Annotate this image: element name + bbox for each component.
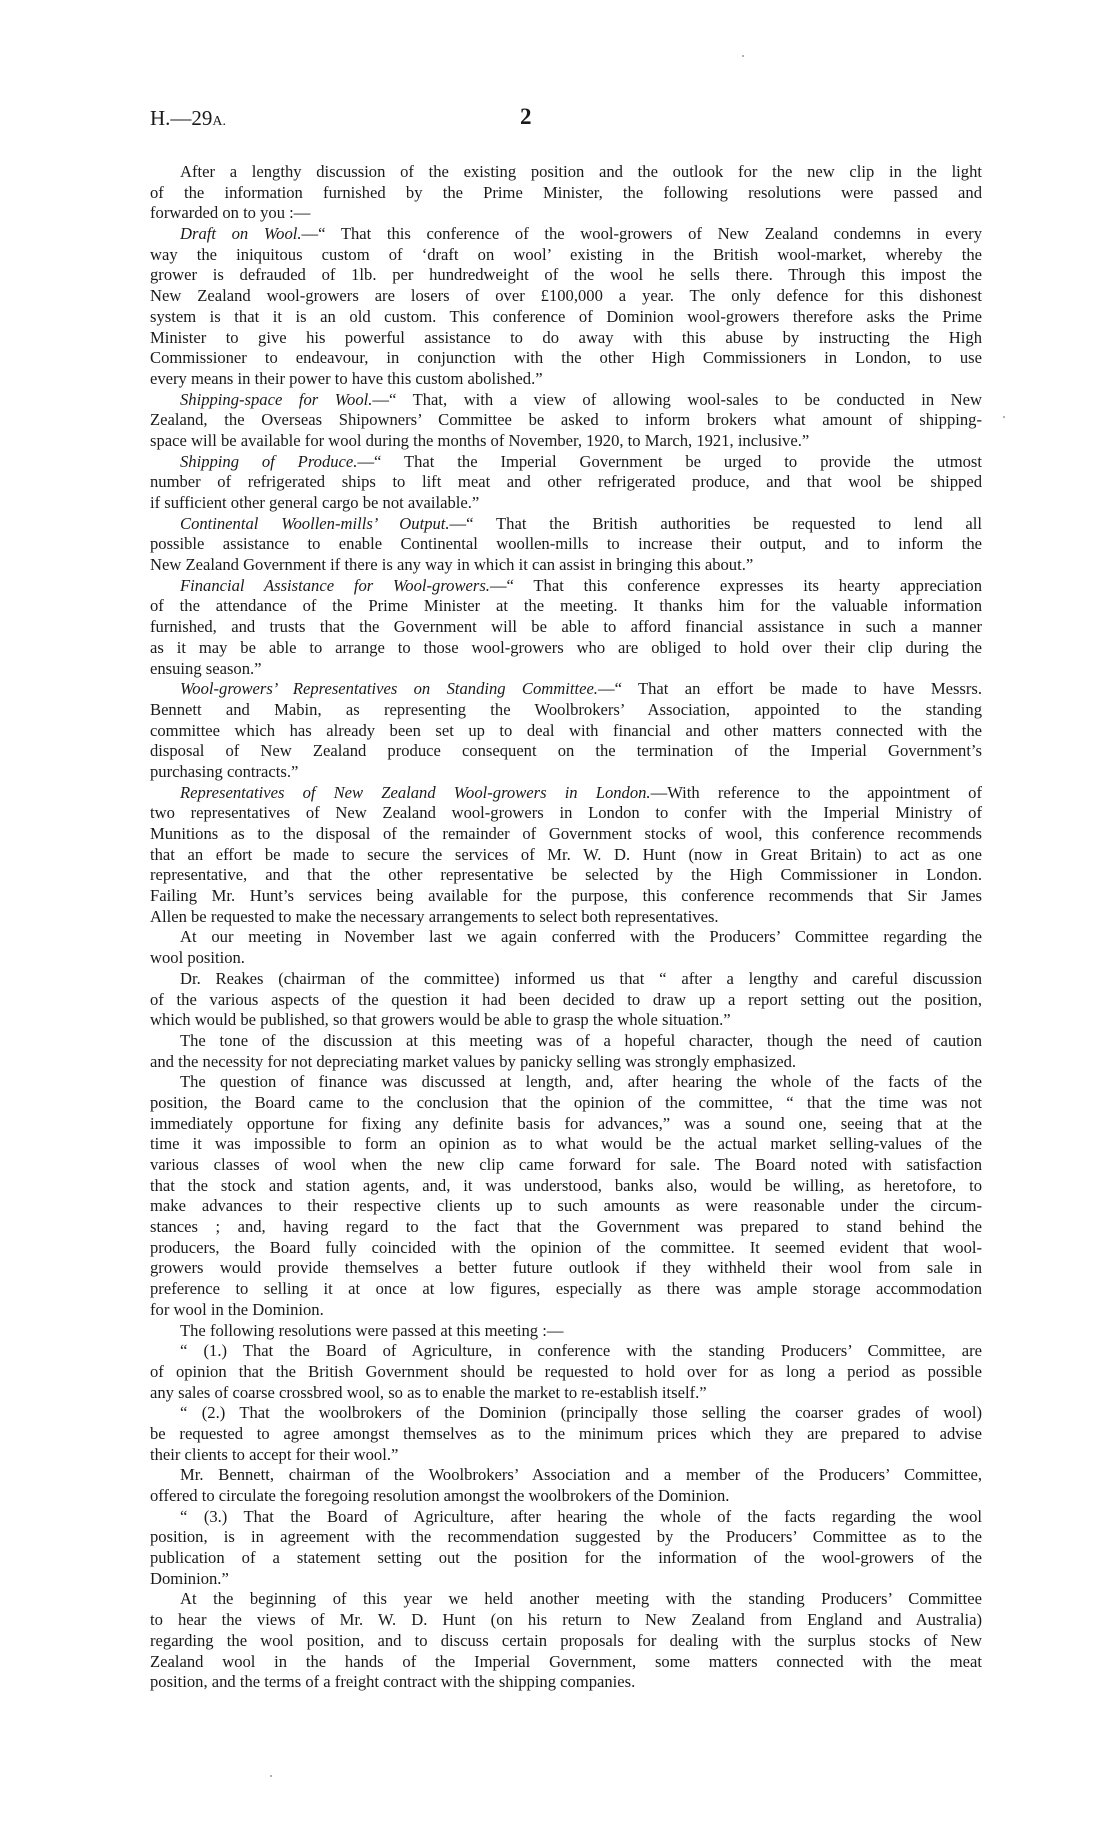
- text-line: [150, 927, 982, 948]
- line-text: —“ That the British authorities be requested to lend all: [449, 513, 982, 533]
- line-text: At our meeting in November last we again conferred with the Producers’ Committee regarding the: [180, 927, 982, 947]
- text-line: [150, 1010, 982, 1031]
- text-line: [150, 431, 982, 452]
- line-text: various classes of wool when the new clip came forward for sale. The Board noted with satisfaction: [150, 1155, 982, 1174]
- line-text: Munitions as to the disposal of the remainder of Government stocks of wool, this conference recommends: [150, 824, 982, 843]
- line-text: producers, the Board fully coincided with the opinion of the committee. It seemed evident that wool-: [150, 1237, 982, 1257]
- text-line: [150, 1321, 982, 1342]
- line-text: any sales of coarse crossbred wool, so as to enable the market to re-establish itself.”: [150, 1382, 707, 1402]
- text-line: [150, 1589, 982, 1610]
- line-text: time it was impossible to form an opinion as to what would be the actual market selling-values of the: [150, 1134, 982, 1154]
- line-text: Failing Mr. Hunt’s services being available for the purpose, this conference recommends that Sir James: [150, 886, 982, 906]
- text-line: [150, 1031, 982, 1052]
- text-line: [150, 183, 982, 204]
- text-line: [150, 1631, 982, 1652]
- paragraph: [150, 1507, 982, 1590]
- paragraph: [150, 390, 982, 452]
- text-line: [150, 762, 982, 783]
- line-text: ensuing season.”: [150, 658, 262, 678]
- line-text: The following resolutions were passed at this meeting :—: [180, 1320, 564, 1340]
- text-line: [150, 1052, 982, 1073]
- document-reference: [150, 106, 226, 131]
- text-line: [150, 1424, 982, 1445]
- line-text: growers would provide themselves a better future outlook if they withheld their wool from sale in: [150, 1258, 982, 1278]
- paragraph: [150, 1031, 982, 1072]
- text-line: [150, 410, 982, 431]
- line-text: —“ That this conference expresses its hearty appreciation: [489, 575, 982, 595]
- text-line: [150, 741, 982, 762]
- text-line: [150, 803, 982, 824]
- paragraph: [150, 969, 982, 1031]
- text-line: [150, 1403, 982, 1424]
- resolution-heading: Shipping of Produce.: [180, 451, 358, 471]
- resolution-heading: Shipping-space for Wool.: [180, 389, 373, 409]
- line-text: stances ; and, having regard to the fact that the Government was prepared to stand behind the: [150, 1217, 982, 1237]
- line-text: “ (2.) That the woolbrokers of the Dominion (principally those selling the coarser grades of wool): [180, 1403, 982, 1423]
- text-line: [150, 514, 982, 535]
- text-line: [150, 659, 982, 680]
- line-text: if sufficient other general cargo be not available.”: [150, 493, 480, 512]
- line-text: New Zealand wool-growers are losers of over £100,000 a year. The only defence for this dishonest: [150, 286, 982, 306]
- document-reference-code: H.—29: [150, 106, 213, 130]
- line-text: way the iniquitous custom of ‘draft on wool’ existing in the British wool-market, whereby the: [150, 244, 982, 264]
- text-line: [150, 328, 982, 349]
- paragraph: [150, 1072, 982, 1320]
- line-text: Minister to give his powerful assistance to do away with this abuse by instructing the High: [150, 327, 982, 347]
- line-text: —“ That, with a view of allowing wool-sales to be conducted in New: [372, 389, 983, 409]
- line-text: Mr. Bennett, chairman of the Woolbrokers’ Association and a member of the Producers’ Committee,: [180, 1465, 982, 1485]
- text-line: [150, 390, 982, 411]
- text-line: [150, 1445, 982, 1466]
- text-line: [150, 1383, 982, 1404]
- text-line: [150, 203, 982, 224]
- line-text: Zealand wool in the hands of the Imperial Government, some matters connected with the meat: [150, 1651, 982, 1671]
- text-line: [150, 369, 982, 390]
- text-line: [150, 1300, 982, 1321]
- line-text: purchasing contracts.”: [150, 761, 299, 781]
- line-text: position, and the terms of a freight contract with the shipping companies.: [150, 1672, 636, 1692]
- text-line: [150, 679, 982, 700]
- text-line: [150, 348, 982, 369]
- resolution-heading: Wool-growers’ Representatives on Standing Committee.: [180, 679, 598, 699]
- text-line: [150, 865, 982, 886]
- line-text: every means in their power to have this custom abolished.”: [150, 368, 543, 388]
- text-line: [150, 1134, 982, 1155]
- text-line: [150, 1072, 982, 1093]
- line-text: —“ That the Imperial Government be urged to provide the utmost: [357, 451, 982, 471]
- line-text: be requested to agree amongst themselves as to the minimum prices which they are prepared to advise: [150, 1423, 982, 1443]
- text-line: [150, 907, 982, 928]
- paragraph: [150, 927, 982, 968]
- line-text: Bennett and Mabin, as representing the Woolbrokers’ Association, appointed to the standing: [150, 699, 982, 719]
- line-text: immediately opportune for fixing any definite basis for advances,” was a sound one, seeing that at the: [150, 1113, 982, 1133]
- paragraph: [150, 1341, 982, 1403]
- text-line: [150, 1672, 982, 1693]
- scan-speck: [1003, 416, 1005, 418]
- line-text: Dr. Reakes (chairman of the committee) informed us that “ after a lengthy and careful discussion: [180, 968, 982, 988]
- paragraph: [150, 679, 982, 782]
- line-text: of opinion that the British Government should be requested to hold over for as long a period as possible: [150, 1361, 982, 1381]
- text-line: [150, 1238, 982, 1259]
- line-text: to hear the views of Mr. W. D. Hunt (on his return to New Zealand from England and Australia): [150, 1610, 982, 1630]
- line-text: After a lengthy discussion of the existing position and the outlook for the new clip in the light: [180, 162, 982, 181]
- text-line: [150, 224, 982, 245]
- line-text: space will be available for wool during the months of November, 1920, to March, 1921, inclusive.”: [150, 430, 810, 450]
- text-line: [150, 286, 982, 307]
- paragraph: [150, 224, 982, 390]
- resolution-heading: Draft on Wool.: [180, 224, 302, 244]
- text-line: [150, 162, 982, 183]
- text-line: [150, 1258, 982, 1279]
- text-line: [150, 990, 982, 1011]
- text-line: [150, 969, 982, 990]
- line-text: of the attendance of the Prime Minister at the meeting. It thanks him for the valuable information: [150, 596, 982, 616]
- line-text: New Zealand Government if there is any way in which it can assist in bringing this about.”: [150, 555, 754, 575]
- text-line: [150, 1362, 982, 1383]
- text-line: [150, 638, 982, 659]
- line-text: forwarded on to you :—: [150, 203, 311, 223]
- text-line: [150, 886, 982, 907]
- line-text: two representatives of New Zealand wool-growers in London to confer with the Imperial Ministry of: [150, 803, 982, 823]
- line-text: Dominion.”: [150, 1568, 229, 1588]
- line-text: that an effort be made to secure the services of Mr. W. D. Hunt (now in Great Britain) to act as one: [150, 844, 982, 864]
- text-line: [150, 1114, 982, 1135]
- line-text: “ (1.) That the Board of Agriculture, in conference with the standing Producers’ Committee, are: [180, 1341, 982, 1361]
- line-text: offered to circulate the foregoing resolution amongst the woolbrokers of the Dominion.: [150, 1486, 730, 1505]
- text-line: [150, 555, 982, 576]
- paragraph: [150, 452, 982, 514]
- resolution-heading: Representatives of New Zealand Wool-growers in London.: [180, 782, 651, 802]
- line-text: of the various aspects of the question it had been decided to draw up a report setting out the position,: [150, 989, 982, 1009]
- text-line: [150, 721, 982, 742]
- document-reference-suffix: A.: [212, 114, 227, 129]
- text-line: [150, 845, 982, 866]
- line-text: —“ That an effort be made to have Messrs.: [597, 679, 983, 699]
- paragraph: [150, 514, 982, 576]
- line-text: preference to selling it at once at low figures, especially as there was ample storage accommodation: [150, 1279, 982, 1299]
- text-line: [150, 948, 982, 969]
- text-line: [150, 576, 982, 597]
- text-line: [150, 1548, 982, 1569]
- line-text: number of refrigerated ships to lift meat and other refrigerated produce, and that wool be shipped: [150, 472, 982, 492]
- line-text: Zealand, the Overseas Shipowners’ Committee be asked to inform brokers what amount of shipping-: [150, 410, 982, 430]
- text-line: [150, 824, 982, 845]
- line-text: The tone of the discussion at this meeting was of a hopeful character, though the need of caution: [180, 1030, 982, 1050]
- scan-speck: [270, 1775, 272, 1777]
- line-text: disposal of New Zealand produce consequent on the termination of the Imperial Government’s: [150, 741, 982, 761]
- paragraph: [150, 1403, 982, 1465]
- text-line: [150, 1569, 982, 1590]
- text-line: [150, 265, 982, 286]
- text-line: [150, 534, 982, 555]
- line-text: for wool in the Dominion.: [150, 1299, 324, 1319]
- line-text: The question of finance was discussed at length, and, after hearing the whole of the facts of the: [180, 1072, 982, 1092]
- line-text: that the stock and station agents, and, it was understood, banks also, would be willing, as heretofore, to: [150, 1175, 982, 1195]
- text-line: [150, 307, 982, 328]
- resolution-heading: Financial Assistance for Wool-growers.: [180, 575, 490, 595]
- line-text: grower is defrauded of 1lb. per hundredweight of the wool he sells there. Through this impost the: [150, 265, 982, 285]
- line-text: —“ That this conference of the wool-growers of New Zealand condemns in every: [301, 224, 982, 244]
- scan-speck: [742, 55, 744, 57]
- text-line: [150, 452, 982, 473]
- line-text: representative, and that the other representative be selected by the High Commissioner in London.: [150, 865, 982, 885]
- document-body: [150, 162, 982, 1693]
- text-line: [150, 1217, 982, 1238]
- line-text: wool position.: [150, 948, 245, 968]
- text-line: [150, 1196, 982, 1217]
- text-line: [150, 1176, 982, 1197]
- text-line: [150, 1610, 982, 1631]
- text-line: [150, 1486, 982, 1507]
- text-line: [150, 1465, 982, 1486]
- line-text: Commissioner to endeavour, in conjunction with the other High Commissioners in London, to use: [150, 348, 982, 368]
- line-text: make advances to their respective clients up to such amounts as were reasonable under the circum-: [150, 1196, 982, 1216]
- text-line: [150, 1279, 982, 1300]
- text-line: [150, 700, 982, 721]
- text-line: [150, 783, 982, 804]
- line-text: “ (3.) That the Board of Agriculture, after hearing the whole of the facts regarding the wool: [180, 1506, 982, 1526]
- line-text: publication of a statement setting out the position for the information of the wool-growers of the: [150, 1548, 982, 1568]
- resolution-heading: Continental Woollen-mills’ Output.: [180, 513, 450, 533]
- text-line: [150, 1093, 982, 1114]
- paragraph: [150, 1589, 982, 1692]
- text-line: [150, 1527, 982, 1548]
- line-text: possible assistance to enable Continental woollen-mills to increase their output, and to inform the: [150, 534, 982, 554]
- line-text: their clients to accept for their wool.”: [150, 1444, 399, 1464]
- text-line: [150, 245, 982, 266]
- paragraph: [150, 162, 982, 224]
- text-line: [150, 1155, 982, 1176]
- paragraph: [150, 783, 982, 928]
- line-text: and the necessity for not depreciating market values by panicky selling was strongly emphasized.: [150, 1051, 797, 1071]
- text-line: [150, 596, 982, 617]
- line-text: which would be published, so that growers would be able to grasp the whole situation.”: [150, 1010, 731, 1030]
- line-text: regarding the wool position, and to discuss certain proposals for dealing with the surplus stocks of New: [150, 1630, 982, 1650]
- text-line: [150, 493, 982, 514]
- line-text: system is that it is an old custom. This conference of Dominion wool-growers therefore asks the Prime: [150, 306, 982, 326]
- line-text: committee which has already been set up to deal with financial and other matters connected with the: [150, 720, 982, 740]
- paragraph: [150, 576, 982, 679]
- paragraph: [150, 1465, 982, 1506]
- text-line: [150, 1341, 982, 1362]
- text-line: [150, 472, 982, 493]
- line-text: as it may be able to arrange to those wool-growers who are obliged to hold over their clip during the: [150, 637, 982, 657]
- line-text: furnished, and trusts that the Government will be able to afford financial assistance in such a manner: [150, 617, 982, 637]
- page-number: 2: [520, 104, 532, 129]
- paragraph: [150, 1321, 982, 1342]
- text-line: [150, 1507, 982, 1528]
- text-line: [150, 1652, 982, 1673]
- line-text: of the information furnished by the Prime Minister, the following resolutions were passed and: [150, 182, 982, 202]
- line-text: Allen be requested to make the necessary arrangements to select both representatives.: [150, 906, 719, 926]
- text-line: [150, 617, 982, 638]
- line-text: position, is in agreement with the recommendation suggested by the Producers’ Committee as to the: [150, 1527, 982, 1547]
- line-text: At the beginning of this year we held another meeting with the standing Producers’ Committee: [180, 1589, 982, 1609]
- line-text: position, the Board came to the conclusion that the opinion of the committee, “ that the time was not: [150, 1092, 982, 1112]
- line-text: —With reference to the appointment of: [650, 782, 982, 802]
